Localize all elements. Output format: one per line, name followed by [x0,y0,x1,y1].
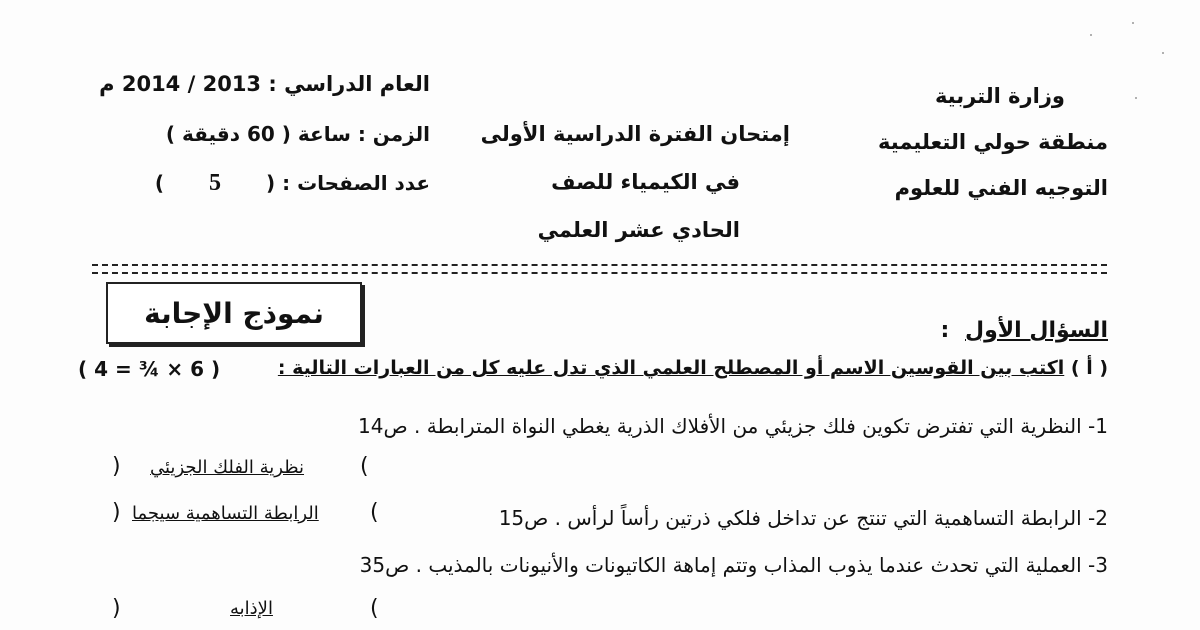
school-year-label: العام الدراسي : 2013 / 2014 م [99,72,430,96]
page-count-prefix: عدد الصفحات : ( [266,171,430,195]
exam-duration-label: الزمن : ساعة ( 60 دقيقة ) [165,122,430,146]
header-separator [92,264,1107,266]
item-1-close-paren: ) [112,454,121,479]
item-1-open-paren: ( [360,454,369,479]
education-district: منطقة حولي التعليمية [878,130,1108,154]
item-1-row [358,414,1108,438]
item-3-open-paren: ( [370,596,379,621]
question-heading [941,318,1108,343]
part-a-instruction: اكتب بين القوسين الاسم أو المصطلح العلمي الذي تدل عليه كل من العبارات التالية : [277,357,1065,379]
item-2-row [499,506,1108,530]
part-a-marks [78,357,220,381]
item-1-answer: نظرية الفلك الجزيئي [150,457,305,478]
item-2-close-paren: ) [112,500,121,525]
page-count-label [155,170,430,197]
part-a-marks-text: ( 6 × ¾ = 4 ) [78,357,221,381]
exam-title: إمتحان الفترة الدراسية الأولى [480,122,790,146]
item-1-number: 1- [1088,414,1108,438]
item-2-text: الرابطة التساهمية التي تنتج عن تداخل فلكي ذرتين رأساً لرأس . ص15 [498,506,1082,530]
exam-grade: الحادي عشر العلمي [537,218,740,242]
science-supervision: التوجيه الفني للعلوم [894,176,1108,200]
item-2-number: 2- [1088,506,1108,530]
header-separator [92,272,1107,274]
question-title: السؤال الأول [965,318,1108,343]
page-count-value: 5 [209,170,222,196]
part-a-label: ( أ ) [1070,357,1108,379]
scan-speck [1090,34,1092,36]
exam-subject: في الكيمياء للصف [551,170,740,194]
item-3-row [360,553,1108,577]
scan-speck [1135,97,1137,99]
item-2-open-paren: ( [370,500,379,525]
item-3-text: العملية التي تحدث عندما يذوب المذاب وتتم إماهة الكاتيونات والأنيونات بالمذيب . ص35 [359,553,1082,577]
item-3-close-paren: ) [112,596,121,621]
scan-speck [1162,52,1164,54]
question-title-colon: : [940,318,950,343]
page-count-close: ) [154,171,165,195]
scan-speck [1132,22,1134,24]
model-answer-box: نموذج الإجابة [106,282,362,344]
item-1-text: النظرية التي تفترض تكوين فلك جزيئي من الأفلاك الذرية يغطي النواة المترابطة . ص14 [358,414,1082,438]
part-a-instruction-line [278,357,1108,379]
item-3-answer: الإذابه [230,598,273,619]
item-3-number: 3- [1088,553,1108,577]
item-2-answer: الرابطة التساهمية سيجما [132,503,319,524]
ministry-name: وزارة التربية [934,84,1065,108]
